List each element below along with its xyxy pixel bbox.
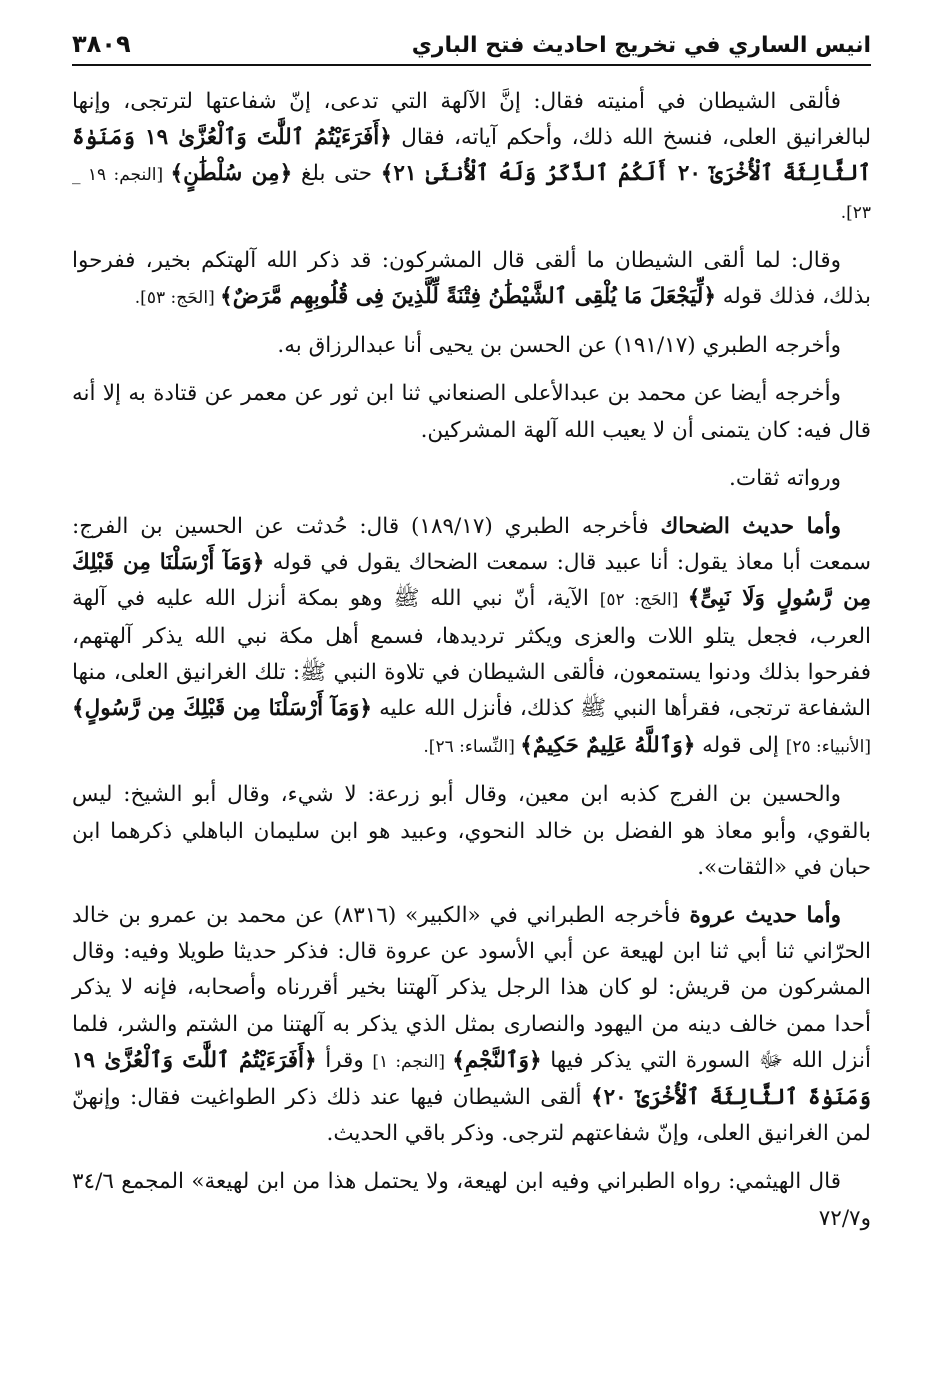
paragraph xyxy=(72,1164,871,1236)
verse-reference: [الأنبياء: ٢٥] xyxy=(785,737,871,758)
page-header xyxy=(72,30,871,66)
quran-verse: ﴿لِّيَجْعَلَ مَا يُلْقِى ٱلشَّيْطَٰنُ فِتْنَةً لِّلَّذِينَ فِى قُلُوبِهِم مَّرَضٌ﴾ xyxy=(220,284,716,310)
verse-reference: [النِّساء: ٢٦]. xyxy=(423,737,521,758)
paragraph xyxy=(72,777,871,886)
paragraph xyxy=(72,461,871,497)
verse-reference: [الحَج: ٥٣]. xyxy=(134,288,221,309)
paragraph xyxy=(72,376,871,448)
paragraph-text: وقرأ xyxy=(316,1047,373,1073)
verse-reference: [الحَج: ٥٢] xyxy=(599,590,688,611)
verse-reference: [النجم: ١٩ _ ٢٣]. xyxy=(72,165,871,223)
quran-verse: ﴿أَفَرَءَيْتُمُ ٱللَّٰتَ وَٱلْعُزَّىٰ ١٩ وَمَنَوٰةَ ٱلثَّالِثَةَ ٱلْأُخْرَىٰٓ ٢٠﴾ xyxy=(72,1047,871,1111)
paragraph-text: والحسين بن الفرج كذبه ابن معين، وقال أبو زرعة: لا شيء، وقال أبو الشيخ: ليس بالقوي، وأبو معاذ هو الفضل بن خالد النحوي، وعبيد هو ابن سليمان الباهلي ذكرهما ابن حبان في «الثقات». xyxy=(72,782,871,880)
paragraph-text: وأخرجه أيضا عن محمد بن عبدالأعلى الصنعاني ثنا ابن ثور عن معمر عن قتادة به إلا أنه قال فيه: كان يتمنى أن لا يعيب الله آلهة المشركين. xyxy=(72,381,871,443)
paragraph-text: وقال: لما ألقى الشيطان ما ألقى قال المشركون: قد ذكر الله آلهتكم بخير، ففرحوا بذلك، فذلك قوله xyxy=(72,247,871,310)
quran-verse: ﴿وَمَآ أَرْسَلْنَا مِن قَبْلِكَ مِن رَّسُولٍ﴾ xyxy=(72,696,372,722)
section-lead: وأما حديث عروة xyxy=(689,903,841,929)
verse-reference: [النجم: ١] xyxy=(372,1051,453,1072)
section-lead: وأما حديث الضحاك xyxy=(660,514,842,540)
paragraph-text: فألقى الشيطان في أمنيته فقال: إنَّ الآلهة التي تدعى، إنّ شفاعتها لترتجى، وإنها لبالغرانيق العلى، فنسخ الله ذلك، وأحكم آياته، فقال xyxy=(72,89,871,151)
paragraph-text: ورواته ثقات. xyxy=(729,465,841,491)
body-text xyxy=(72,84,871,1237)
paragraph-text: فأخرجه الطبراني في «الكبير» (٨٣١٦) عن محمد بن عمرو بن خالد الحرّاني ثنا أبي ثنا ابن لهيعة عن أبي الأسود عن عروة قال: فذكر حديثا طويلا وفيه: وقال المشركون من قريش: لو كان هذا الرجل يذكر آلهتنا بخير أقررناه وأصحابه، فإنه لا يذكر أحدا ممن خالف دينه من اليهود والنصارى بمثل الذي يذكر به آلهتنا من الشتم والشر، فلما أنزل الله ﷻ السورة التي يذكر فيها xyxy=(72,903,871,1073)
running-title: انيس الساري في تخريج احاديث فتح الباري xyxy=(411,33,871,58)
quran-verse: ﴿وَٱللَّهُ عَلِيمٌ حَكِيمٌ﴾ xyxy=(520,733,696,759)
paragraph-text: ألقى الشيطان فيها عند ذلك ذكر الطواغيت فقال: وإنهنّ لمن الغرانيق العلى، وإنّ شفاعتهم لترجى. وذكر باقي الحديث. xyxy=(72,1085,871,1147)
quran-verse: ﴿مِن سُلْطَٰنٍ﴾ xyxy=(170,161,293,187)
quran-verse: ﴿وَٱلنَّجْمِ﴾ xyxy=(452,1047,542,1073)
paragraph xyxy=(72,243,871,316)
paragraph-text: إلى قوله xyxy=(695,733,786,759)
quran-verse: ﴿وَمَآ أَرْسَلْنَا مِن قَبْلِكَ مِن رَّسُولٍ وَلَا نَبِىٍّ﴾ xyxy=(72,550,871,612)
paragraph-text: قال الهيثمي: رواه الطبراني وفيه ابن لهيعة، ولا يحتمل هذا من ابن لهيعة» المجمع ٣٤/٦ و٧٢/٧ xyxy=(72,1169,871,1231)
paragraph xyxy=(72,509,871,765)
paragraph xyxy=(72,898,871,1152)
page-number: ٣٨٠٩ xyxy=(72,30,131,58)
paragraph-text: وأخرجه الطبري (١٩١/١٧) عن الحسن بن يحيى أنا عبدالرزاق به. xyxy=(277,333,841,359)
paragraph xyxy=(72,328,871,364)
paragraph-text: الآية، أنّ نبي الله ﷺ وهو بمكة أنزل الله عليه في آلهة العرب، فجعل يتلو اللات والعزى ويكثر ترديدها، فسمع أهل مكة نبي الله يذكر آلهتهم، ففرحوا بذلك ودنوا يستمعون، فألقى الشيطان في تلاوة النبي ﷺ: تلك الغرانيق العلى، منها الشفاعة ترتجى، فقرأها النبي ﷺ كذلك، فأنزل الله عليه xyxy=(72,586,872,722)
paragraph xyxy=(72,84,871,231)
paragraph-text: حتى بلغ xyxy=(292,161,381,187)
paragraph-text: فأخرجه الطبري (١٨٩/١٧) قال: حُدثت عن الحسين بن الفرج: سمعت أبا معاذ يقول: أنا عبيد قال: سمعت الضحاك يقول في قوله xyxy=(72,514,872,576)
quran-verse: ﴿أَفَرَءَيْتُمُ ٱللَّٰتَ وَٱلْعُزَّىٰ ١٩ وَمَنَوٰةَ ٱلثَّالِثَةَ ٱلْأُخْرَىٰٓ ٢٠ أَلَكُمُ ٱلذَّكَرُ وَلَهُ ٱلْأُنثَىٰ ٢١﴾ xyxy=(72,125,871,187)
